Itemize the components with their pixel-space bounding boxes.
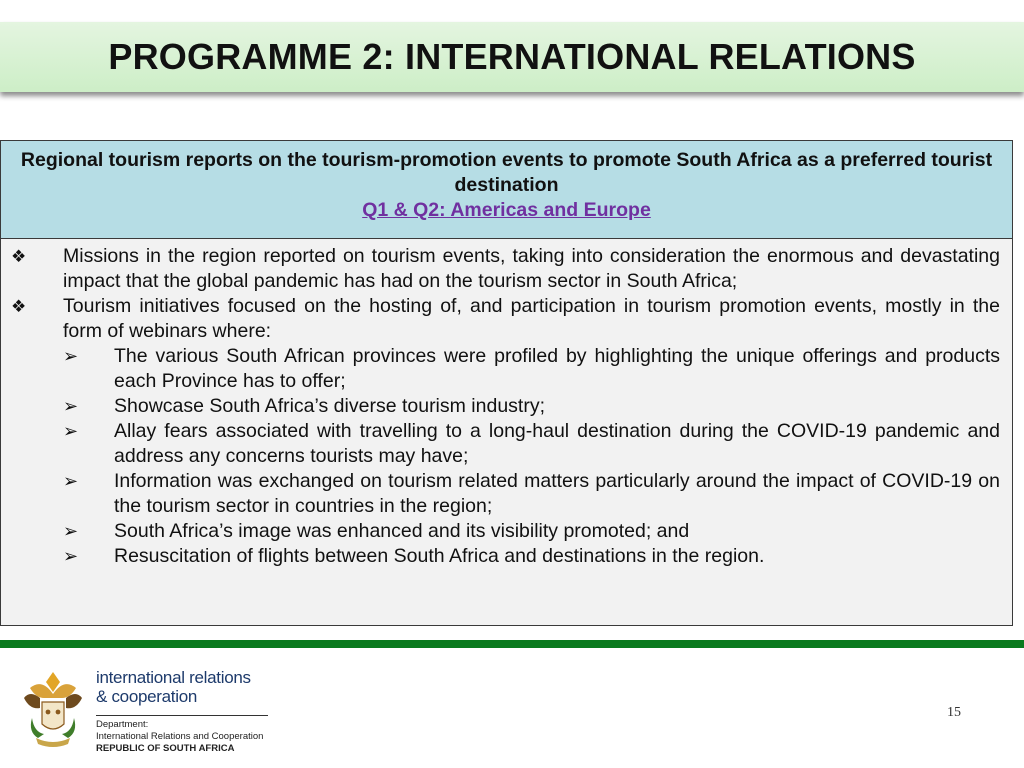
- arrow-bullet-icon: ➢: [63, 346, 79, 366]
- bullet-item: [1, 294, 1000, 344]
- arrow-bullet-icon: ➢: [63, 521, 79, 541]
- sub-bullet-text: The various South African provinces were profiled by highlighting the unique offerings and products each Province has to offer;: [114, 345, 1000, 392]
- sub-bullet-text: South Africa’s image was enhanced and its visibility promoted; and: [114, 520, 690, 542]
- arrow-bullet-icon: ➢: [63, 421, 79, 441]
- footer-brand: [96, 668, 276, 755]
- dept-line-3: REPUBLIC OF SOUTH AFRICA: [96, 743, 235, 754]
- title-banner: [0, 22, 1024, 92]
- box-header: [1, 141, 1012, 239]
- dept-line-2: International Relations and Cooperation: [96, 731, 264, 742]
- arrow-bullet-icon: ➢: [63, 471, 79, 491]
- sub-bullet-text: Allay fears associated with travelling to a long-haul destination during the COVID-19 pandemic and address any concerns tourists may have;: [114, 420, 1000, 467]
- arrow-bullet-icon: ➢: [63, 546, 79, 566]
- bullet-text: Missions in the region reported on tourism events, taking into consideration the enormous and devastating impact that the global pandemic has had on the tourism sector in South Africa;: [63, 245, 1000, 292]
- coat-of-arms-logo-icon: [22, 668, 84, 750]
- sub-bullet-text: Showcase South Africa’s diverse tourism industry;: [114, 395, 545, 417]
- bullet-list: [1, 239, 1012, 569]
- sub-bullet-text: Information was exchanged on tourism related matters particularly around the impact of COVID-19 on the tourism sector in countries in the region;: [114, 470, 1000, 517]
- content-box: [0, 140, 1013, 626]
- sub-bullet-text: Resuscitation of flights between South Africa and destinations in the region.: [114, 545, 765, 567]
- bullet-item: [1, 244, 1000, 294]
- arrow-bullet-icon: ➢: [63, 396, 79, 416]
- green-divider: [0, 640, 1024, 648]
- dept-line-1: Department:: [96, 719, 149, 730]
- brand-line-1: international relations: [96, 668, 251, 687]
- brand-rule: [96, 715, 268, 716]
- region-subheading-link[interactable]: Q1 & Q2: Americas and Europe: [362, 199, 651, 221]
- sub-bullet-item: [1, 394, 1000, 419]
- sub-bullet-item: [1, 544, 1000, 569]
- brand-line-2: & cooperation: [96, 687, 198, 706]
- diamond-bullet-icon: ❖: [11, 297, 27, 316]
- diamond-bullet-icon: ❖: [11, 247, 27, 266]
- box-heading: Regional tourism reports on the tourism-promotion events to promote South Africa as a preferred tourist destination: [20, 149, 993, 196]
- sub-bullet-item: [1, 419, 1000, 469]
- slide-title: PROGRAMME 2: INTERNATIONAL RELATIONS: [108, 36, 916, 77]
- bullet-text: Tourism initiatives focused on the hosting of, and participation in tourism promotion events, mostly in the form of webinars where:: [63, 295, 1000, 342]
- sub-bullet-item: [1, 344, 1000, 394]
- sub-bullet-item: [1, 519, 1000, 544]
- page-number: 15: [947, 705, 961, 720]
- sub-bullet-item: [1, 469, 1000, 519]
